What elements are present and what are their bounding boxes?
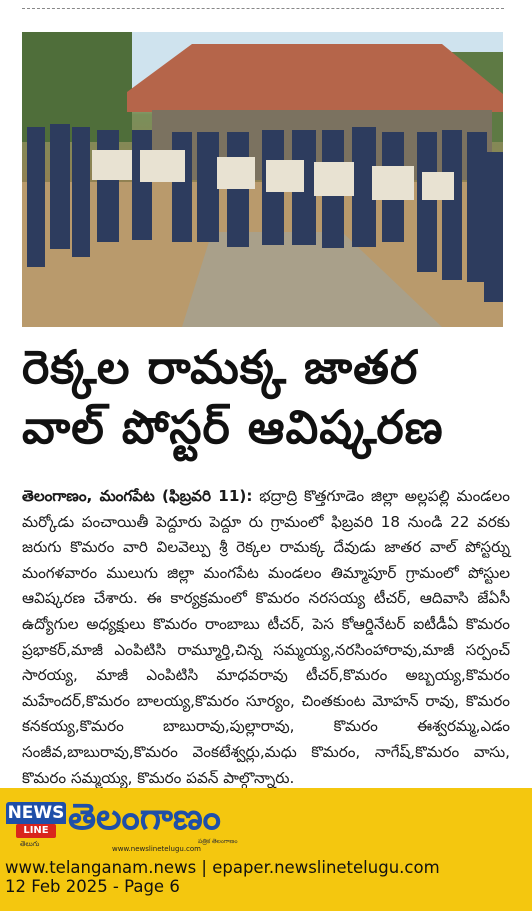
telanganam-logo[interactable]: తెలంగాణం xyxy=(68,797,221,838)
logo-url[interactable]: www.newslinetelugu.com xyxy=(112,845,201,853)
article-dateline: తెలంగాణం, మంగపేట (ఫిబ్రవరి 11): xyxy=(22,487,253,505)
footer-sites[interactable]: www.telanganam.news | epaper.newslinetelugu.com xyxy=(5,858,440,877)
article-text: భద్రాద్రి కొత్తగూడెం జిల్లా అల్లపల్లి మండలం మర్కోడు పంచాయితీ పెద్దూరు పెద్దూ రు గ్రామంలో ఫిబ్రవరి 18 నుండి 22 వరకు జరుగు కొమరం వారి విలవెల్పు శ్రీ రెక్కల రామక్క దేవుడు జాతర వాల్ పోస్టర్ను మంగళవారం ములుగు జిల్లా మంగపేట మండలం తిమ్మాపూర్ గ్రామంలో పోస్టుల ఆవిష్కరణ చేశారు. ఈ కార్యక్రమంలో కొమరం నరసయ్య టీచర్, ఆదివాసి జేఏసీ ఉద్యోగుల అధ్యక్షులు కొమరం రాంబాబు టీచర్, పెస కోఆర్డినేటర్ ఐటీడీఏ కొమరం ప్రభాకర్,మాజీ ఎంపిటిసి రామ్మూర్తి,చిన్న సమ్మయ్య,నరసింహారావు,మాజీ సర్పంచ్ సారయ్య, మాజీ ఎంపిటిసి మాధవరావు టీచర్,కొమరం అబ్బయ్య,కొమరం మహేందర్,కొమరం బాలయ్య,కొమరం సూర్యం, చింతకుంట మోహన్ రావు, కొమరం కనకయ్య,కొమరం బాబురావు,పుల్లారావు, కొమరం ఈశ్వరమ్మ,ఎడం సంజీవ,బాబురావు,కొమరం వెంకటేశ్వర్లు,మధు కొమరం, నాగేష్,కొమరం వాసు, కొమరం సమ్మయ్య, కొమరం పవన్ పాల్గొన్నారు. xyxy=(22,487,510,787)
headline-line-2: వాల్ పోస్టర్ ఆవిష్కరణ xyxy=(22,400,444,454)
logo-news-word: NEWS xyxy=(7,803,65,823)
article-body xyxy=(22,484,510,791)
article-headline xyxy=(22,337,512,457)
telanganam-tagline: పత్రిక తెలంగాణం xyxy=(198,838,238,845)
logo-sub-text: తెలుగు xyxy=(20,840,40,848)
newsline-logo[interactable] xyxy=(6,802,66,848)
footer-banner xyxy=(0,788,532,911)
top-divider xyxy=(22,8,504,9)
group-photo-illustration xyxy=(22,32,503,327)
logo-line-word: LINE xyxy=(16,824,56,838)
news-photo xyxy=(22,32,503,327)
footer-edition: 12 Feb 2025 - Page 6 xyxy=(5,877,180,896)
headline-line-1: రెక్కల రామక్క జాతర xyxy=(22,340,419,394)
